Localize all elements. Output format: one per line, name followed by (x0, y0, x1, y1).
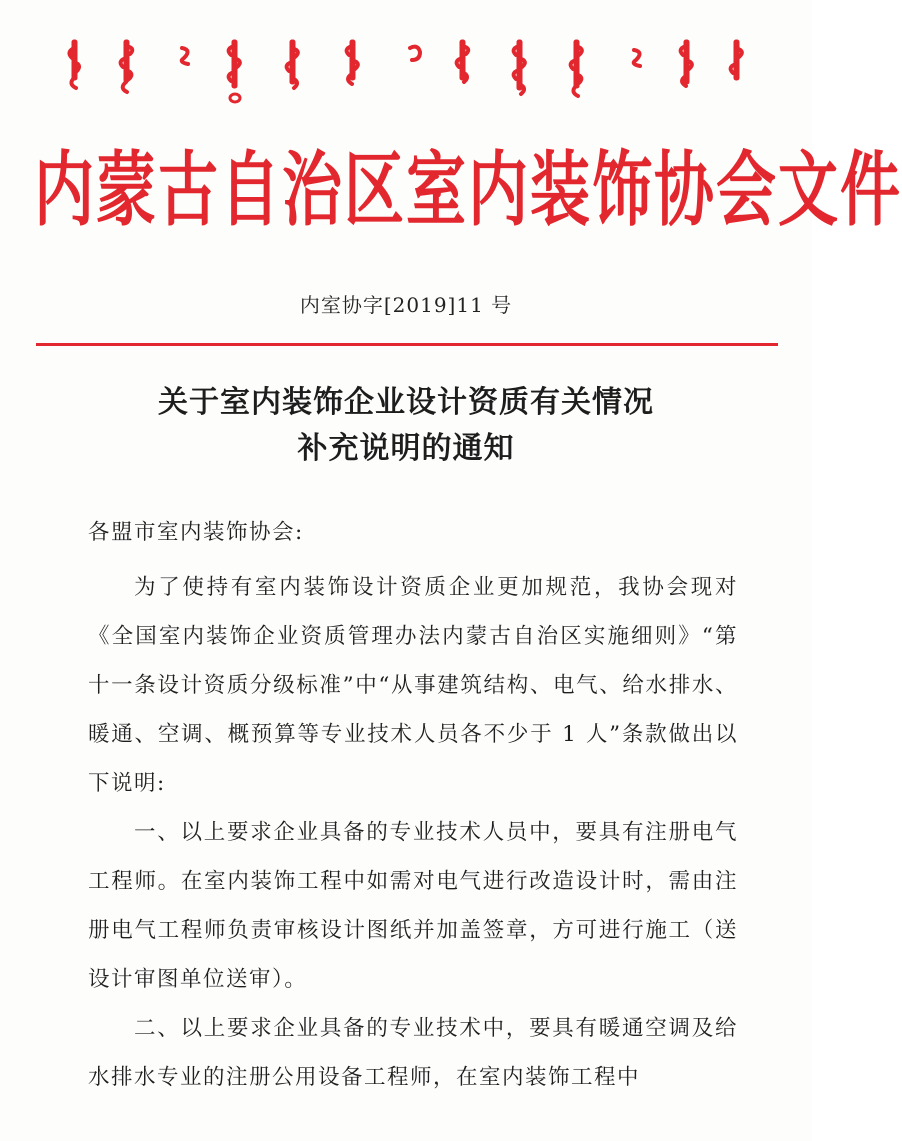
paragraph-item-1: 一、以上要求企业具备的专业技术人员中，要具有注册电气工程师。在室内装饰工程中如需对电气进行改造设计时，需由注册电气工程师负责审核设计图纸并加盖签章，方可进行施工（送设计审图单位送审）。 (88, 820, 738, 992)
paragraph-item-2: 二、以上要求企业具备的专业技术中，要具有暖通空调及给水排水专业的注册公用设备工程师，在室内装饰工程中 (88, 1016, 738, 1090)
notice-title-line-2: 补充说明的通知 (297, 431, 515, 466)
mongolian-script-icon (56, 36, 756, 106)
paragraph-intro: 为了使持有室内装饰设计资质企业更加规范，我协会现对《全国室内装饰企业资质管理办法内蒙古自治区实施细则》“第十一条设计资质分级标准”中“从事建筑结构、电气、给水排水、暖通、空调、概预算等专业技术人员各不少于 1 人”条款做出以下说明: (88, 575, 738, 796)
red-divider (36, 343, 778, 346)
mongolian-script-title (56, 36, 756, 106)
document-body (88, 508, 738, 1102)
notice-title-line-1: 关于室内装饰企业设计资质有关情况 (158, 385, 654, 420)
issuer-title: 内蒙古自治区室内装饰协会文件 (34, 143, 902, 239)
document-number: 内室协字[2019]11 号 (299, 293, 513, 317)
salutation: 各盟市室内装饰协会: (88, 520, 304, 545)
